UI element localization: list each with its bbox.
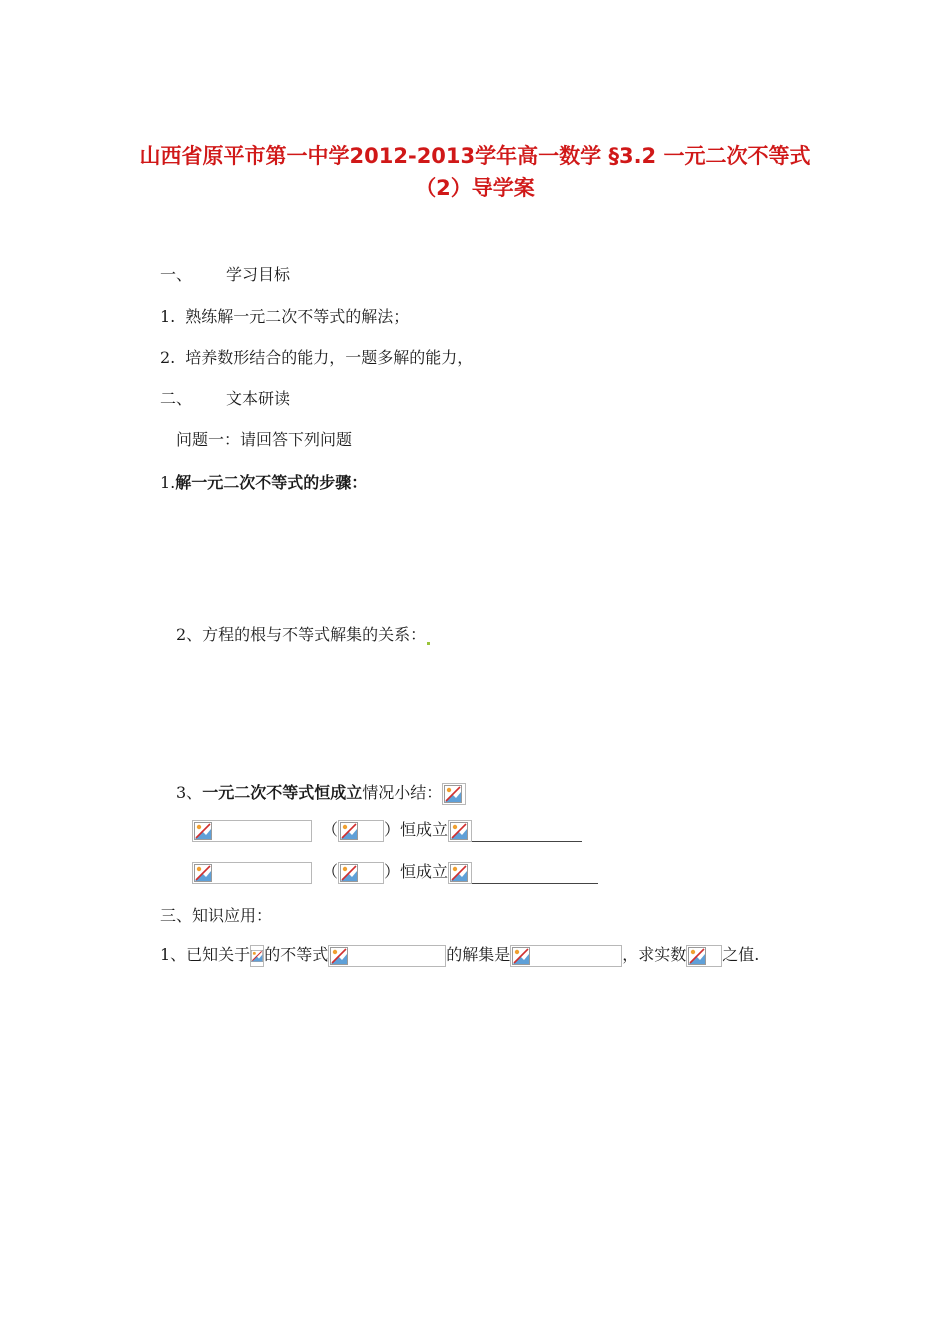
goal-text: 熟练解一元二次不等式的解法； [185,307,410,326]
goal-item-2 [160,345,473,368]
goal-number: 1. [160,307,176,326]
formula-image [448,820,472,842]
broken-image-icon [194,864,212,882]
question-text: 情况小结： [362,783,443,802]
goal-text: 培养数形结合的能力，一题多解的能力， [185,348,474,367]
goal-number: 2. [160,348,176,367]
case-row-2 [192,859,598,884]
formula-image [510,945,622,967]
broken-image-icon [512,947,530,965]
section-number: 二、 [160,389,193,408]
question-number: 3、 [176,783,203,802]
formula-image [686,945,722,967]
section-label: 学习目标 [226,265,291,284]
section-knowledge-application: 三、知识应用： [160,906,273,925]
question-text: 的不等式 [264,945,329,964]
open-paren: （ [322,862,339,881]
broken-image-icon [450,822,468,840]
section-number: 一、 [160,265,193,284]
formula-image [192,862,312,884]
formula-image [192,820,312,842]
broken-image-icon [194,822,212,840]
formula-image [338,862,384,884]
case-row-1 [192,817,582,842]
application-question-1 [160,942,759,967]
formula-image [442,783,466,805]
question-3 [176,780,466,805]
question-text: ，求实数 [622,945,687,964]
marker-dot [427,642,430,645]
holds-label: ）恒成立 [384,820,449,839]
question-text: 1、已知关于 [160,945,251,964]
formula-image [338,820,384,842]
formula-image [448,862,472,884]
question-bold-text: 一元二次不等式恒成立 [202,783,363,802]
broken-image-icon [444,785,462,803]
question-2 [176,622,431,645]
broken-image-icon [450,864,468,882]
broken-image-icon [688,947,706,965]
section-text-study [160,386,290,409]
broken-image-icon [251,947,263,965]
question-1 [160,470,367,493]
question-text: 的解集是 [446,945,511,964]
section-learning-goals [160,262,290,285]
question-text: 2、方程的根与不等式解集的关系： [176,625,427,644]
broken-image-icon [340,822,358,840]
question-text: 解一元二次不等式的步骤： [175,473,368,492]
question-text: 之值. [722,945,760,964]
answer-blank[interactable] [472,869,598,884]
answer-blank[interactable] [472,827,582,842]
problem-one-label: 问题一：请回答下列问题 [176,430,353,449]
document-title-line1: 山西省原平市第一中学2012-2013学年高一数学 §3.2 一元二次不等式 [139,144,811,168]
formula-image [250,945,264,967]
question-number: 1. [160,473,176,492]
goal-item-1 [160,304,409,327]
holds-label: ）恒成立 [384,862,449,881]
formula-image [328,945,446,967]
document-title-line2: （2）导学案 [415,176,535,200]
section-label: 文本研读 [226,389,291,408]
open-paren: （ [322,820,339,839]
broken-image-icon [340,864,358,882]
broken-image-icon [330,947,348,965]
